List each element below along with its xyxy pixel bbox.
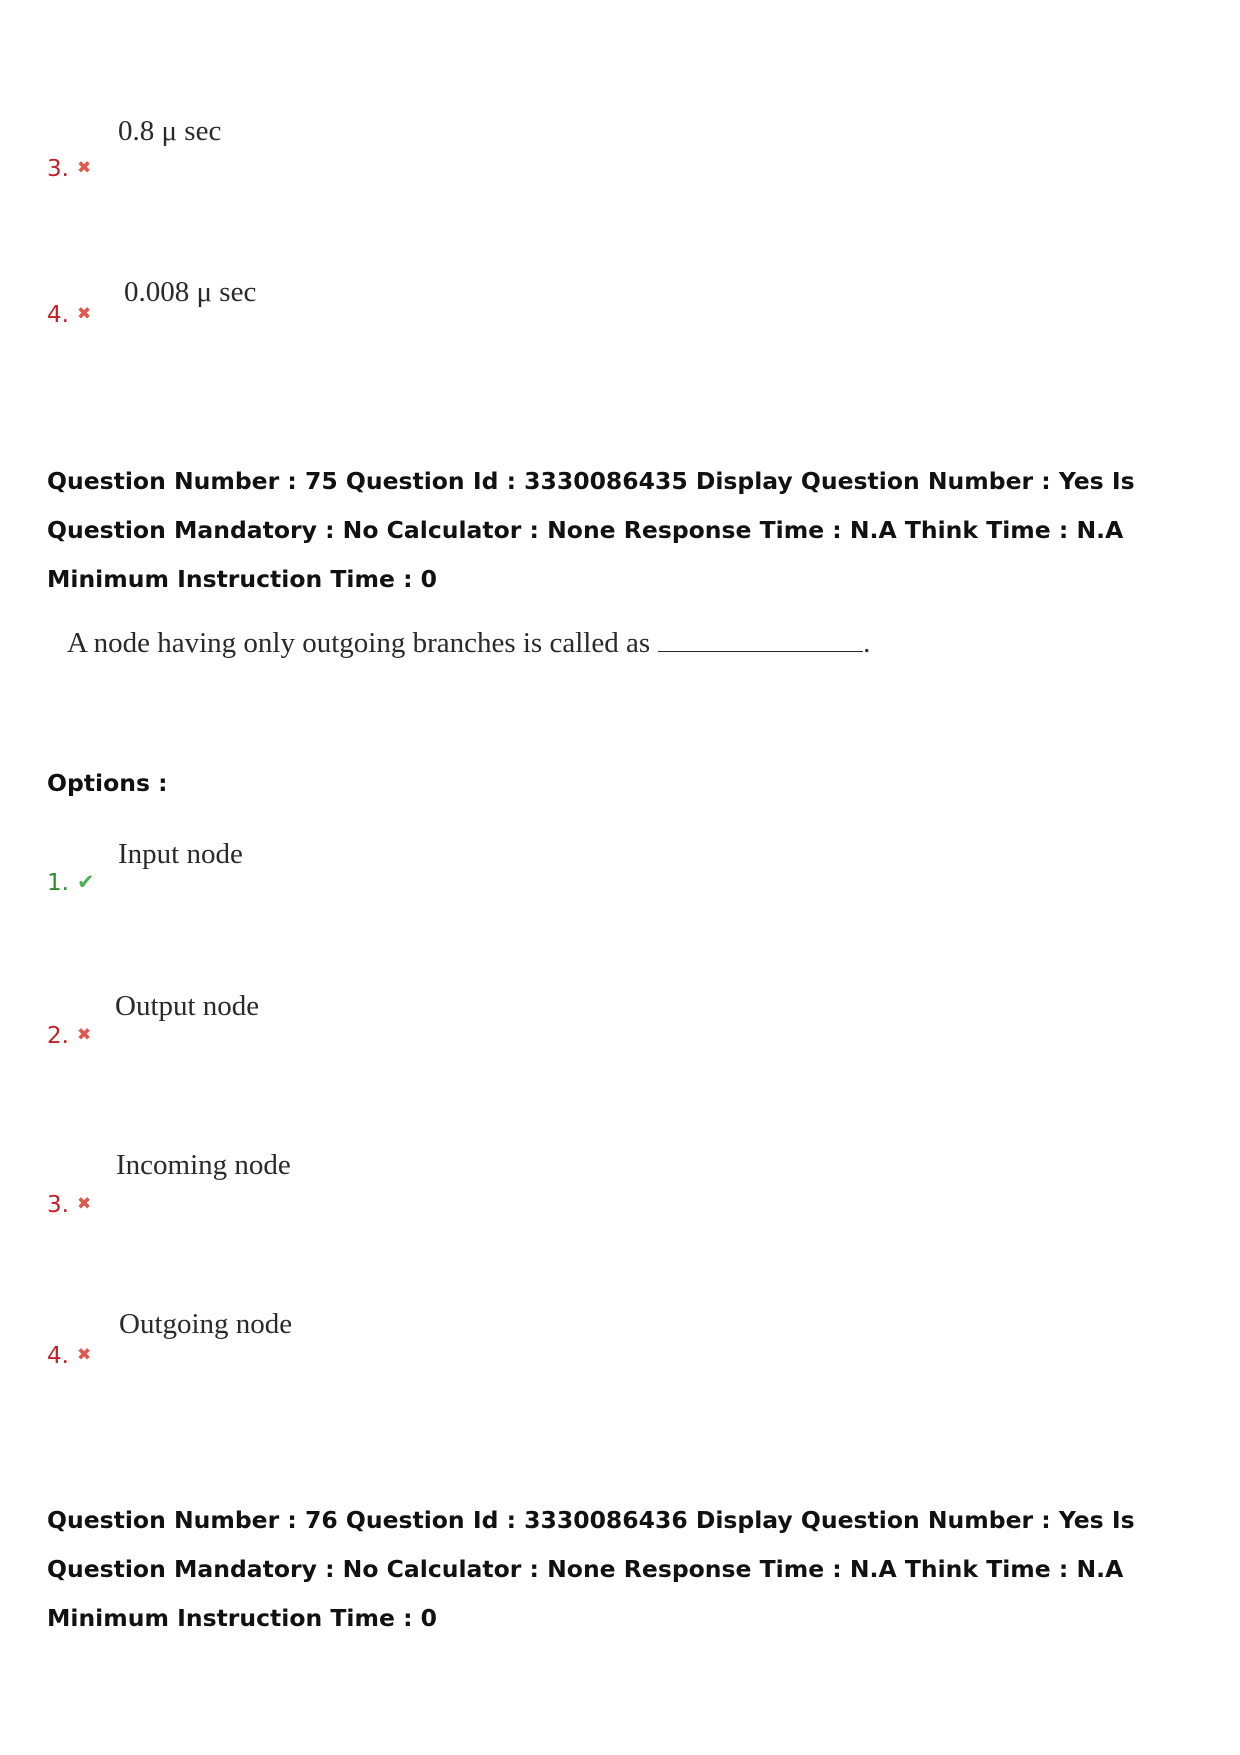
question-stem: [67, 627, 870, 660]
question-meta: Question Number : 75 Question Id : 3330086435 Display Question Number : Yes Is Question Mandatory : No Calculator : None Response Time : N.A Think Time : N.A Minimum Instruction Time : 0: [47, 467, 1135, 593]
option-text: Input node: [118, 838, 243, 870]
option-number: [47, 158, 91, 181]
cross-icon: ✖: [76, 158, 92, 178]
option-number-label: 4.: [47, 1343, 69, 1369]
option-number: [47, 872, 95, 895]
cross-icon: ✖: [76, 304, 92, 324]
option-number-label: 3.: [47, 156, 69, 182]
option-number: [47, 304, 91, 327]
cross-icon: ✖: [76, 1025, 92, 1045]
cross-icon: ✖: [76, 1194, 92, 1214]
question-stem-text: A node having only outgoing branches is called as: [67, 627, 651, 659]
option-number-label: 2.: [47, 1023, 69, 1049]
answer-blank: [658, 650, 863, 652]
question-stem-end: .: [863, 627, 871, 659]
option-text: Outgoing node: [119, 1308, 293, 1340]
option-number: [47, 1345, 91, 1368]
options-label: Options :: [47, 769, 168, 797]
cross-icon: ✖: [76, 1345, 92, 1365]
option-text: Incoming node: [116, 1149, 291, 1181]
option-text: Output node: [115, 990, 260, 1022]
option-text: 0.008 μ sec: [124, 276, 257, 308]
check-icon: ✔: [76, 870, 95, 894]
option-number-label: 4.: [47, 302, 69, 328]
question-meta: Question Number : 76 Question Id : 3330086436 Display Question Number : Yes Is Question Mandatory : No Calculator : None Response Time : N.A Think Time : N.A Minimum Instruction Time : 0: [47, 1506, 1135, 1632]
option-number: [47, 1194, 91, 1217]
option-number: [47, 1025, 91, 1048]
option-number-label: 1.: [47, 870, 69, 896]
option-text: 0.8 μ sec: [118, 115, 222, 147]
option-number-label: 3.: [47, 1192, 69, 1218]
